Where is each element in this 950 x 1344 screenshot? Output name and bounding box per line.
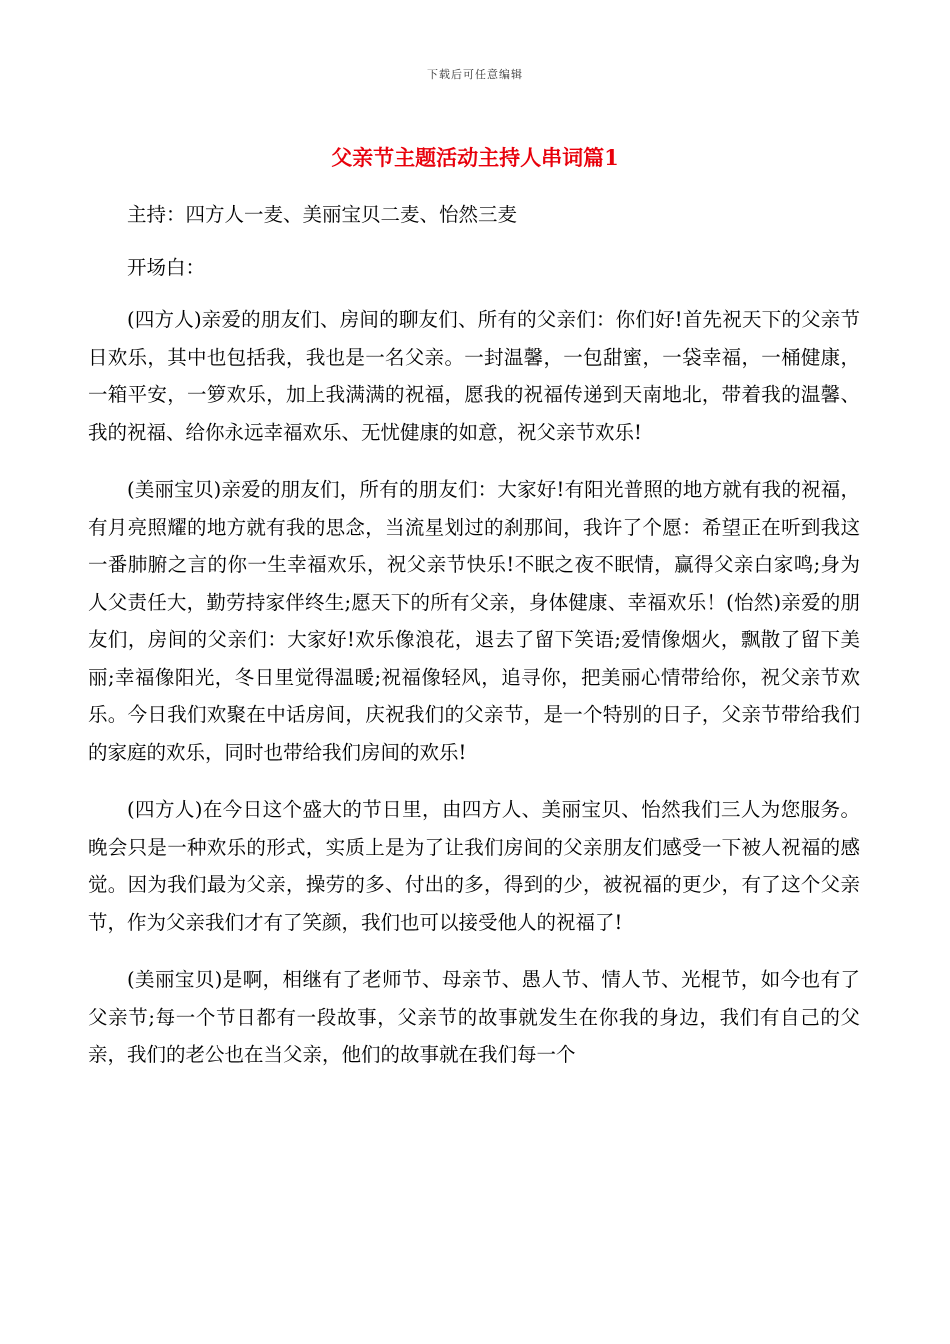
body-paragraph: (美丽宝贝)亲爱的朋友们，所有的朋友们：大家好!有阳光普照的地方就有我的祝福，有月亮照耀的地方就有我的思念，当流星划过的刹那间，我许了个愿：希望正在听到我这一番肺腑之言的你一生幸福欢乐，祝父亲节快乐!不眠之夜不眠情，赢得父亲白家鸣;身为人父责任大，勤劳持家伴终生;愿天下的所有父亲，身体健康、幸福欢乐！(怡然)亲爱的朋友们，房间的父亲们：大家好!欢乐像浪花，退去了留下笑语;爱情像烟火，飘散了留下美丽;幸福像阳光，冬日里觉得温暖;祝福像轻风，追寻你，把美丽心情带给你，祝父亲节欢乐。今日我们欢聚在中话房间，庆祝我们的父亲节，是一个特别的日子，父亲节带给我们的家庭的欢乐，同时也带给我们房间的欢乐!: [88, 478, 860, 764]
host-list-paragraph: 主持：四方人一麦、美丽宝贝二麦、怡然三麦: [127, 203, 518, 226]
opening-heading-paragraph: 开场白：: [127, 255, 206, 279]
document-title: 父亲节主题活动主持人串词篇1: [331, 145, 619, 170]
body-paragraph: (四方人)亲爱的朋友们、房间的聊友们、所有的父亲们：你们好!首先祝天下的父亲节日欢乐，其中也包括我，我也是一名父亲。一封温馨，一包甜蜜，一袋幸福，一桶健康，一箱平安，一箩欢乐，加上我满满的祝福，愿我的祝福传递到天南地北，带着我的温馨、我的祝福、给你永远幸福欢乐、无忧健康的如意，祝父亲节欢乐!: [88, 308, 860, 444]
body-paragraph: (美丽宝贝)是啊，相继有了老师节、母亲节、愚人节、情人节、光棍节，如今也有了父亲节;每一个节日都有一段故事，父亲节的故事就发生在你我的身边，我们有自己的父亲，我们的老公也在当父亲，他们的故事就在我们每一个: [88, 968, 860, 1066]
body-paragraph: (四方人)在今日这个盛大的节日里，由四方人、美丽宝贝、怡然我们三人为您服务。晚会只是一种欢乐的形式，实质上是为了让我们房间的父亲朋友们感受一下被人祝福的感觉。因为我们最为父亲，操劳的多、付出的多，得到的少，被祝福的更少，有了这个父亲节，作为父亲我们才有了笑颜，我们也可以接受他人的祝福了!: [88, 798, 860, 934]
document-body: [88, 196, 860, 1074]
header-note: 下载后可任意编辑: [427, 68, 523, 81]
